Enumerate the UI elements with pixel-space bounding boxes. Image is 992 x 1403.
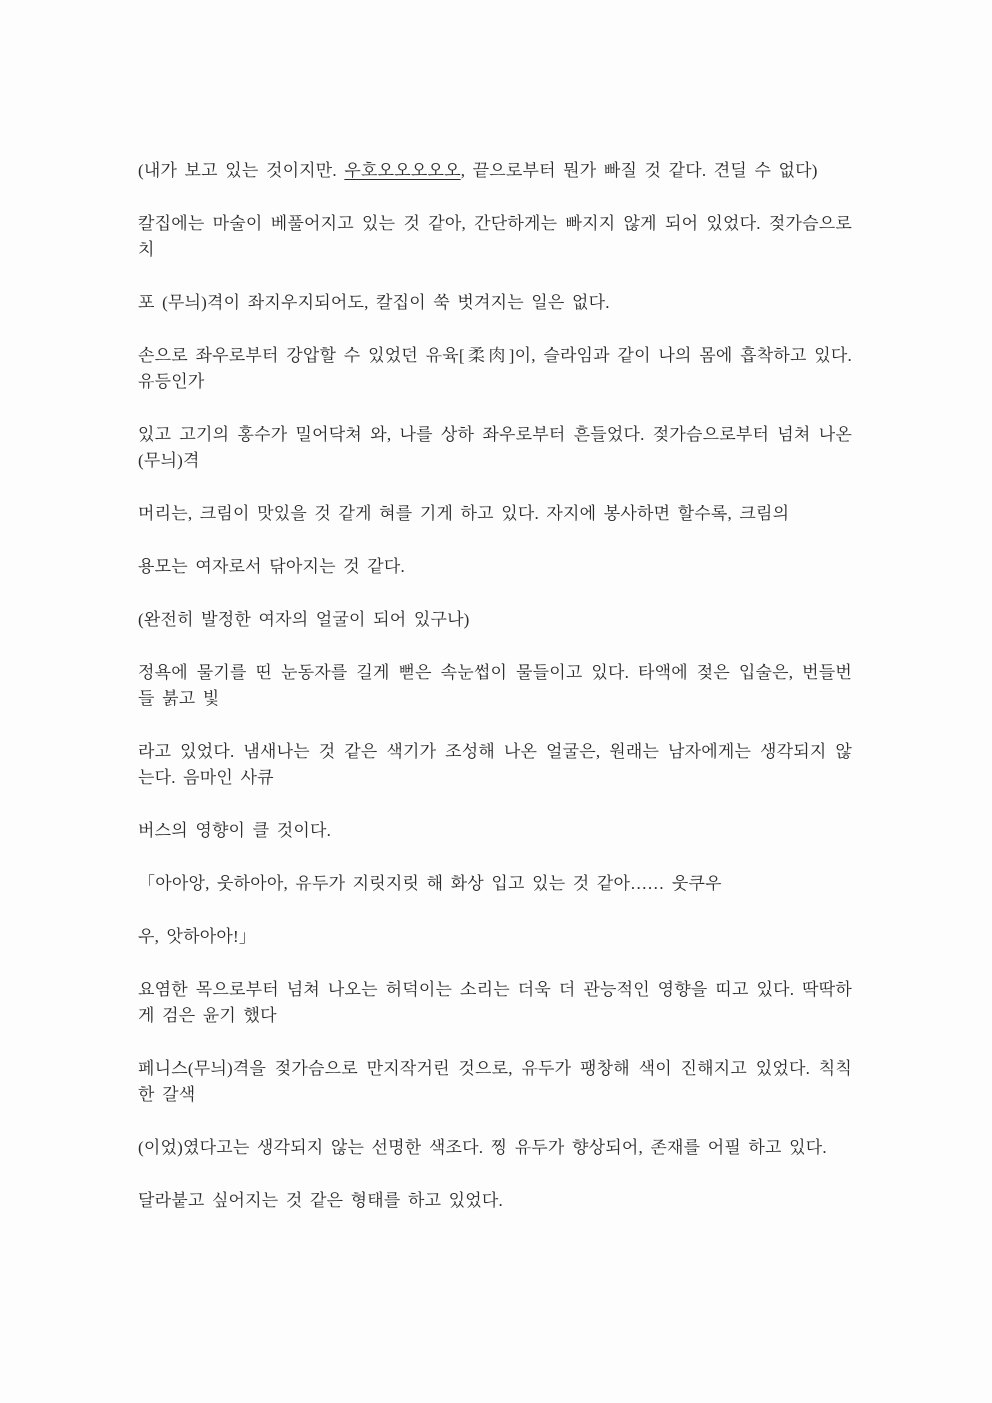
paragraph <box>138 607 852 633</box>
paragraph <box>138 1188 852 1214</box>
text-line: 정욕에 물기를 띤 눈동자를 길게 뻗은 속눈썹이 물들이고 있다. 타액에 젖은 입술은, 번들번 <box>138 663 852 682</box>
paragraph <box>138 158 852 184</box>
text-line: 는다. 음마인 사큐 <box>138 768 274 787</box>
text-line: 요염한 목으로부터 넘쳐 나오는 허덕이는 소리는 더욱 더 관능적인 영향을 띠고 있다. 딱딱하 <box>138 980 852 999</box>
paragraph <box>138 1135 852 1161</box>
text-line: (이었)였다고는 생각되지 않는 선명한 색조다. 찡 유두가 향상되어, 존재를 어필 하고 있다. <box>138 1138 827 1157</box>
paragraph <box>138 554 852 580</box>
paragraph <box>138 501 852 527</box>
text-line: 들 붉고 빛 <box>138 689 220 708</box>
text-line: 「아아앙, 웃하아아, 유두가 지릿지릿 해 화상 입고 있는 것 같아…… 웃쿠우 <box>138 874 722 893</box>
paragraph <box>138 290 852 316</box>
paragraph <box>138 739 852 791</box>
underlined-text: 우호오오오오오 <box>344 161 461 180</box>
paragraph <box>138 977 852 1029</box>
text-line: 칼집에는 마술이 베풀어지고 있는 것 같아, 간단하게는 빠지지 않게 되어 있었다. 젖가슴으로 <box>138 214 852 233</box>
text-line: 치 <box>138 240 155 259</box>
text-line: 페니스(무늬)격을 젖가슴으로 만지작거린 것으로, 유두가 팽창해 색이 진해지고 있었다. 칙칙 <box>138 1059 852 1078</box>
text-line: (완전히 발정한 여자의 얼굴이 되어 있구나) <box>138 610 470 629</box>
document-body <box>138 158 852 1214</box>
text-line: 있고 고기의 홍수가 밀어닥쳐 와, 나를 상하 좌우로부터 흔들었다. 젖가슴으로부터 넘쳐 나온 <box>138 425 852 444</box>
text-line: (내가 보고 있는 것이지만. 우호오오오오오, 끝으로부터 뭔가 빠질 것 같다. 견딜 수 없다) <box>138 161 818 180</box>
paragraph <box>138 818 852 844</box>
paragraph <box>138 343 852 395</box>
text-line: 우, 앗하아아!」 <box>138 927 257 946</box>
text-line: (무늬)격 <box>138 451 200 470</box>
text-line: 손으로 좌우로부터 강압할 수 있었던 유육[柔肉]이, 슬라임과 같이 나의 몸에 흡착하고 있다. <box>138 346 852 365</box>
text-line: 라고 있었다. 냄새나는 것 같은 색기가 조성해 나온 얼굴은, 원래는 남자에게는 생각되지 않 <box>138 742 852 761</box>
text-line: 용모는 여자로서 닦아지는 것 같다. <box>138 557 405 576</box>
paragraph <box>138 660 852 712</box>
paragraph <box>138 422 852 474</box>
text-line: 한 갈색 <box>138 1085 196 1104</box>
text-line: 게 검은 윤기 했다 <box>138 1006 277 1025</box>
text-line: 달라붙고 싶어지는 것 같은 형태를 하고 있었다. <box>138 1191 503 1210</box>
text-line: 유등인가 <box>138 372 205 391</box>
paragraph <box>138 871 852 897</box>
paragraph <box>138 211 852 263</box>
text-line: 포 (무늬)격이 좌지우지되어도, 칼집이 쑥 벗겨지는 일은 없다. <box>138 293 610 312</box>
text-line: 머리는, 크림이 맛있을 것 같게 혀를 기게 하고 있다. 자지에 봉사하면 할수록, 크림의 <box>138 504 790 523</box>
paragraph <box>138 924 852 950</box>
paragraph <box>138 1056 852 1108</box>
text-line: 버스의 영향이 클 것이다. <box>138 821 332 840</box>
